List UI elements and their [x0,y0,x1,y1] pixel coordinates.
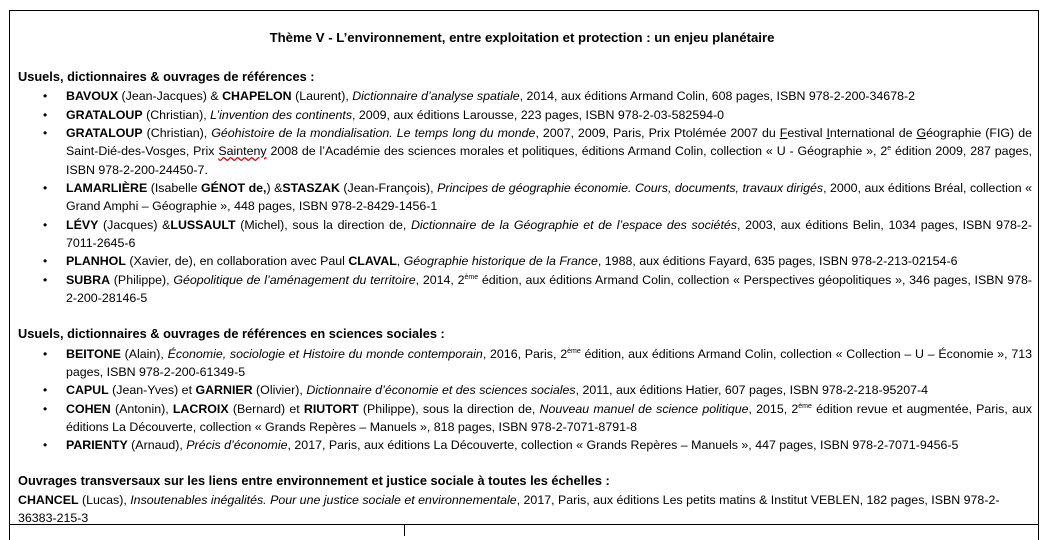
section-heading-usuels: Usuels, dictionnaires & ouvrages de références : [18,69,315,84]
list-item: • COHEN (Antonin), LACROIX (Bernard) et RIUTORT (Philippe), sous la direction de, Nouveau manuel de science politique, 2015, 2ème édition revue et augmentée, Paris, aux éditions La Découverte, collection « Grands Repères – Manuels », 818 pages, ISBN 978-2-7071-8791-8 [43,401,1032,434]
list-item: • SUBRA (Philippe), Géopolitique de l’aménagement du territoire, 2014, 2ème édition, aux éditions Armand Colin, collection « Perspectives géopolitiques », 346 pages, ISBN 978-2-200-28146-5 [43,272,1033,305]
list-item: • GRATALOUP (Christian), L’invention des continents, 2009, aux éditions Larousse, 223 pages, ISBN 978-2-03-582594-0 [66,106,1032,124]
list-item: • LÉVY (Jacques) &LUSSAULT (Michel), sous la direction de, Dictionnaire de la Géographie et de l’espace des sociétés, 2003, aux éditions Belin, 1034 pages, ISBN 978-2-7011-2645-6 [43,217,1032,250]
bullet-icon: • [43,181,48,195]
list-item: • BAVOUX (Jean-Jacques) & CHAPELON (Laurent), Dictionnaire d’analyse spatiale, 2014, aux éditions Armand Colin, 608 pages, ISBN 978-2-200-34678-2 [66,87,1032,105]
list-item: • PLANHOL (Xavier, de), en collaboration avec Paul CLAVAL, Géographie historique de la France, 1988, aux éditions Fayard, 635 pages, ISBN 978-2-213-02154-6 [66,252,1032,270]
list-item: • BEITONE (Alain), Économie, sociologie et Histoire du monde contemporain, 2016, Paris, 2ème édition, aux éditions Armand Colin, collection « Collection – U – Économie », 713 pages, ISBN 978-2-200-61349-5 [43,346,1032,379]
section-heading-sciences-sociales: Usuels, dictionnaires & ouvrages de références en sciences sociales : [18,326,445,341]
list-item: • LAMARLIÈRE (Isabelle GÉNOT de,) &STASZAK (Jean-François), Principes de géographie économie. Cours, documents, travaux dirigés, 2000, aux éditions Bréal, collection « Grand Amphi – Géographie », 448 pages, ISBN 978-2-8429-1456-1 [43,181,1032,214]
bullet-icon: • [43,438,48,452]
bullet-icon: • [43,254,48,268]
list-item: CHANCEL (Lucas), Insoutenables inégalités. Pour une justice sociale et environnementale, 2017, Paris, aux éditions Les petits matins & Institut VEBLEN, 182 pages, ISBN 978-2-36383-215-3 [18,493,1000,526]
bullet-icon: • [43,272,48,287]
list-item: • PARIENTY (Arnaud), Précis d’économie, 2017, Paris, aux éditions La Découverte, collection « Grands Repères – Manuels », 447 pages, ISBN 978-2-7071-9456-5 [66,436,1032,454]
section-heading-transversaux: Ouvrages transversaux sur les liens entre environnement et justice sociale à toutes les échelles : [18,473,610,488]
bullet-icon: • [43,107,48,122]
page-title: Thème V - L’environnement, entre exploitation et protection : un enjeu planétaire [269,30,775,45]
bullet-icon: • [43,383,48,397]
bullet-icon: • [43,126,48,140]
list-item: • GRATALOUP (Christian), Géohistoire de la mondialisation. Le temps long du monde, 2007, 2009, Paris, Prix Ptolémée 2007 du Festival International de Géographie (FIG) de Saint-Dié-des-Vosges, Prix Sainteny 2008 de l’Académie des sciences morales et politiques, éditions Armand Colin, collection « U - Géographie », 2e édition 2009, 287 pages, ISBN 978-2-200-24450-7. [43,126,1032,177]
list-item: • CAPUL (Jean-Yves) et GARNIER (Olivier), Dictionnaire d’économie et des sciences sociales, 2011, aux éditions Hatier, 607 pages, ISBN 978-2-218-95207-4 [66,381,1032,399]
bullet-icon: • [43,401,48,416]
bullet-icon: • [43,346,48,361]
bullet-icon: • [43,217,48,232]
bullet-icon: • [43,89,48,103]
